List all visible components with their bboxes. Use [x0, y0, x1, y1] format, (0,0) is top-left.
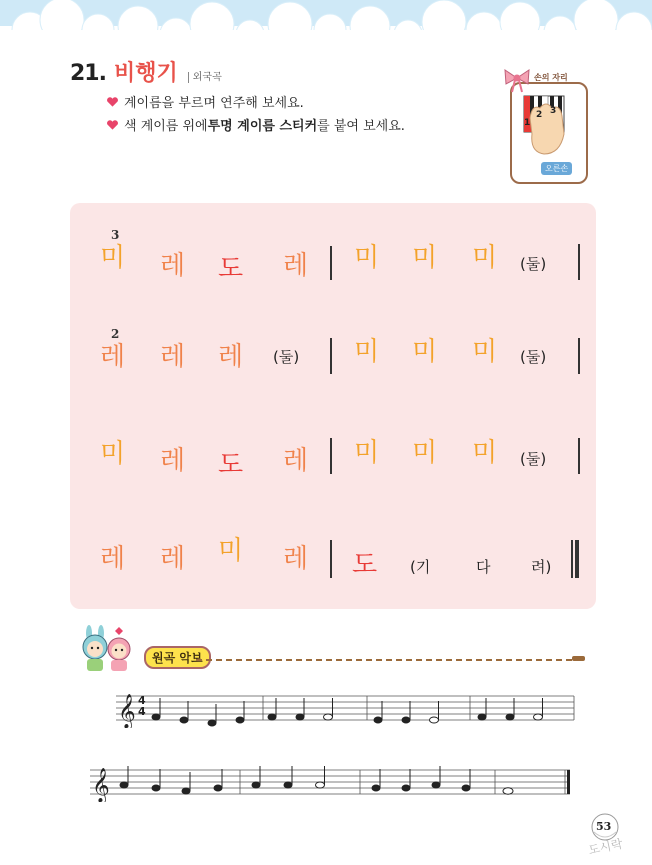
solfege-note: 레 — [283, 544, 309, 574]
song-header — [70, 56, 222, 87]
bar-line — [330, 246, 332, 280]
instruction-text: 색 계이름 위에 — [124, 119, 208, 134]
instruction-text: 를 붙여 보세요. — [317, 119, 405, 134]
bar-line — [578, 244, 580, 280]
brand-watermark: 도시락 — [587, 836, 624, 858]
finger-marker: 2 — [111, 327, 120, 341]
heart-icon — [106, 96, 119, 108]
solfege-note: 레 — [160, 544, 186, 574]
song-number: 21. — [70, 61, 106, 86]
instruction-2 — [106, 115, 405, 134]
solfege-note: 미 — [354, 438, 380, 468]
solfege-note: 레 — [283, 251, 309, 281]
music-staff — [116, 688, 576, 728]
bar-line — [578, 438, 580, 474]
solfege-note: 미 — [472, 337, 498, 367]
rest-count: (둘) — [520, 255, 547, 273]
finger-guide-title: 손의 자리 — [534, 73, 568, 82]
treble-clef-icon: 𝄞 — [92, 768, 110, 802]
final-bar-line — [575, 540, 579, 578]
solfege-note: 미 — [354, 243, 380, 273]
solfege-note: 미 — [218, 536, 244, 566]
instruction-text: 계이름을 부르며 연주해 보세요. — [124, 96, 304, 111]
cloud-banner — [0, 0, 652, 48]
bar-line — [578, 338, 580, 374]
rest-count: (둘) — [520, 348, 547, 366]
bar-line — [330, 438, 332, 474]
hold-count: 려) — [531, 558, 552, 576]
solfege-note: 미 — [412, 438, 438, 468]
rest-count: (둘) — [520, 450, 547, 468]
finger-number: 3 — [550, 106, 557, 116]
solfege-note: 미 — [100, 439, 126, 469]
solfege-note: 레 — [100, 342, 126, 372]
page-number: 53 — [596, 820, 612, 833]
instruction-1 — [106, 92, 304, 111]
solfege-note: 레 — [283, 446, 309, 476]
finger-number: 2 — [536, 110, 543, 120]
heart-icon — [106, 119, 119, 131]
time-signature-top: 4 — [138, 694, 146, 707]
section-divider — [196, 659, 572, 661]
solfege-note: 미 — [412, 243, 438, 273]
treble-clef-icon: 𝄞 — [118, 694, 136, 728]
bar-line — [330, 338, 332, 374]
solfege-note: 레 — [160, 251, 186, 281]
final-bar-line — [571, 540, 573, 578]
instruction-emphasis: 투명 계이름 스티커 — [207, 119, 318, 134]
bar-line — [330, 540, 332, 578]
hold-count: (기 — [410, 558, 431, 576]
finger-marker: 3 — [111, 228, 120, 242]
song-origin: 외국곡 — [188, 72, 222, 83]
solfege-note: 도 — [218, 254, 244, 284]
ribbon-icon — [502, 66, 532, 94]
solfege-note: 미 — [412, 337, 438, 367]
hold-count: 다 — [476, 558, 491, 576]
hand-label: 오른손 — [541, 162, 572, 175]
solfege-note: 미 — [100, 243, 126, 273]
solfege-note: 레 — [160, 446, 186, 476]
section-divider-end — [572, 656, 585, 661]
solfege-panel — [70, 203, 596, 609]
solfege-note: 도 — [352, 550, 378, 580]
rest-count: (둘) — [273, 348, 300, 366]
finger-number: 1 — [524, 118, 531, 128]
score-section-title: 원곡 악보 — [144, 646, 211, 669]
solfege-note: 레 — [100, 544, 126, 574]
time-signature-bottom: 4 — [138, 705, 146, 718]
solfege-note: 레 — [218, 342, 244, 372]
music-staff — [90, 762, 574, 802]
song-title: 비행기 — [113, 61, 178, 86]
solfege-note: 도 — [218, 450, 244, 480]
solfege-note: 미 — [354, 337, 380, 367]
solfege-note: 미 — [472, 243, 498, 273]
solfege-note: 레 — [160, 342, 186, 372]
solfege-note: 미 — [472, 438, 498, 468]
